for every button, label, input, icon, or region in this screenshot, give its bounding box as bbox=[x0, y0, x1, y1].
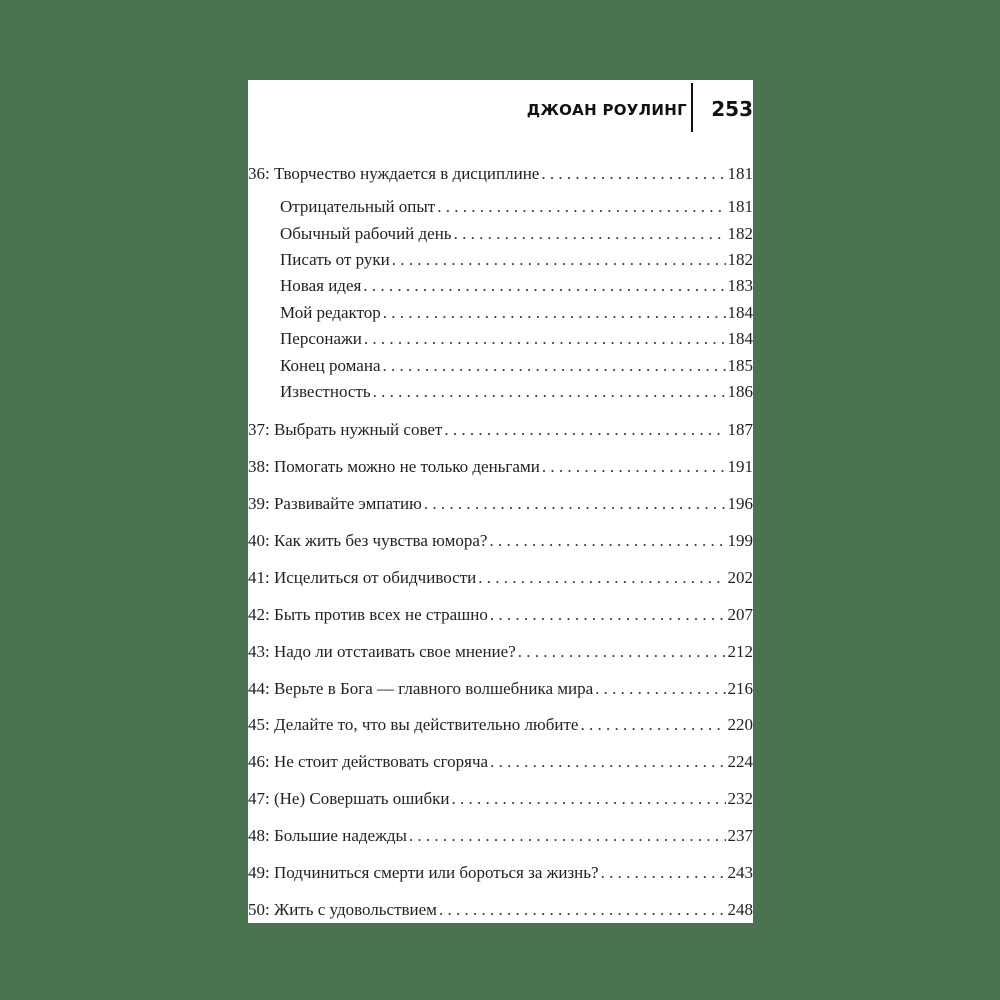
toc-page: 199 bbox=[727, 531, 753, 550]
toc-page: 220 bbox=[727, 715, 753, 734]
toc-title: Персонажи bbox=[280, 329, 362, 348]
page-number: 253 bbox=[711, 97, 753, 121]
toc-page: 186 bbox=[727, 382, 753, 401]
toc-title: Писать от руки bbox=[280, 250, 390, 269]
dot-leader bbox=[392, 250, 726, 270]
toc-page: 202 bbox=[727, 568, 753, 587]
toc-page: 212 bbox=[727, 642, 753, 661]
toc-page: 191 bbox=[727, 457, 753, 476]
dot-leader bbox=[439, 900, 726, 920]
toc-entry bbox=[248, 789, 753, 809]
dot-leader bbox=[424, 494, 726, 514]
toc-page: 181 bbox=[727, 197, 753, 216]
dot-leader bbox=[383, 356, 726, 376]
toc-subentry bbox=[248, 303, 753, 323]
dot-leader bbox=[409, 826, 726, 846]
toc-entry bbox=[248, 605, 753, 625]
header-divider bbox=[691, 83, 693, 132]
running-head bbox=[248, 80, 753, 140]
toc-entry bbox=[248, 457, 753, 477]
toc-title: 48: Большие надежды bbox=[248, 826, 407, 845]
dot-leader bbox=[373, 382, 726, 402]
dot-leader bbox=[383, 303, 726, 323]
toc-entry bbox=[248, 900, 753, 920]
toc-title: 43: Надо ли отстаивать свое мнение? bbox=[248, 642, 516, 661]
toc-title: 45: Делайте то, что вы действительно любите bbox=[248, 715, 579, 734]
dot-leader bbox=[444, 420, 725, 440]
dot-leader bbox=[580, 715, 725, 735]
dot-leader bbox=[363, 276, 725, 296]
toc-page: 243 bbox=[727, 863, 753, 882]
toc-subentry bbox=[248, 329, 753, 349]
toc-title: 41: Исцелиться от обидчивости bbox=[248, 568, 477, 587]
toc-entry bbox=[248, 164, 753, 184]
toc-entry bbox=[248, 863, 753, 883]
toc-title: 42: Быть против всех не страшно bbox=[248, 605, 488, 624]
toc-page: 216 bbox=[727, 679, 753, 698]
dot-leader bbox=[541, 164, 725, 184]
toc-title: 40: Как жить без чувства юмора? bbox=[248, 531, 488, 550]
toc-title: 50: Жить с удовольствием bbox=[248, 900, 437, 919]
toc-title: Известность bbox=[280, 382, 371, 401]
toc-page: 224 bbox=[727, 752, 753, 771]
toc-title: Мой редактор bbox=[280, 303, 381, 322]
toc-page: 184 bbox=[727, 303, 753, 322]
toc-entry bbox=[248, 642, 753, 662]
toc-page: 232 bbox=[727, 789, 753, 808]
dot-leader bbox=[490, 752, 725, 772]
toc-subentry bbox=[248, 276, 753, 296]
toc-page: 187 bbox=[727, 420, 753, 439]
toc-entry bbox=[248, 531, 753, 551]
toc-title: 46: Не стоит действовать сгоряча bbox=[248, 752, 489, 771]
toc-page: 196 bbox=[727, 494, 753, 513]
dot-leader bbox=[489, 531, 725, 551]
toc-subentry bbox=[248, 224, 753, 244]
toc-entry bbox=[248, 715, 753, 735]
toc-title: 49: Подчиниться смерти или бороться за жизнь? bbox=[248, 863, 599, 882]
dot-leader bbox=[542, 457, 726, 477]
toc-title: 44: Верьте в Бога — главного волшебника мира bbox=[248, 679, 594, 698]
toc-page: 184 bbox=[727, 329, 753, 348]
dot-leader bbox=[478, 568, 725, 588]
toc-title: 38: Помогать можно не только деньгами bbox=[248, 457, 540, 476]
toc-title: 47: (Не) Совершать ошибки bbox=[248, 789, 450, 808]
toc-subentry bbox=[248, 382, 753, 402]
toc-page: 207 bbox=[727, 605, 753, 624]
toc-title: 39: Развивайте эмпатию bbox=[248, 494, 422, 513]
dot-leader bbox=[490, 605, 726, 625]
toc-title: Новая идея bbox=[280, 276, 362, 295]
toc-subentry bbox=[248, 356, 753, 376]
dot-leader bbox=[518, 642, 726, 662]
dot-leader bbox=[595, 679, 725, 699]
dot-leader bbox=[437, 197, 725, 217]
toc-title: 37: Выбрать нужный совет bbox=[248, 420, 443, 439]
toc-title: Конец романа bbox=[280, 356, 381, 375]
dot-leader bbox=[601, 863, 726, 883]
toc-entry bbox=[248, 420, 753, 440]
toc-entry bbox=[248, 568, 753, 588]
toc-page: 182 bbox=[727, 224, 753, 243]
toc-entry bbox=[248, 752, 753, 772]
dot-leader bbox=[364, 329, 726, 349]
toc-title: Обычный рабочий день bbox=[280, 224, 452, 243]
toc-title: Отрицательный опыт bbox=[280, 197, 436, 216]
book-page bbox=[248, 80, 753, 923]
toc-page: 185 bbox=[727, 356, 753, 375]
toc-page: 237 bbox=[727, 826, 753, 845]
toc-subentry bbox=[248, 250, 753, 270]
toc-entry bbox=[248, 494, 753, 514]
dot-leader bbox=[452, 789, 726, 809]
toc-entry bbox=[248, 826, 753, 846]
toc-page: 182 bbox=[727, 250, 753, 269]
toc-page: 248 bbox=[727, 900, 753, 919]
dot-leader bbox=[454, 224, 726, 244]
toc-title: 36: Творчество нуждается в дисциплине bbox=[248, 164, 540, 183]
toc-subentry bbox=[248, 197, 753, 217]
toc-page: 183 bbox=[727, 276, 753, 295]
toc-page: 181 bbox=[727, 164, 753, 183]
toc-entry bbox=[248, 679, 753, 699]
author-name: ДЖОАН РОУЛИНГ bbox=[526, 101, 687, 119]
